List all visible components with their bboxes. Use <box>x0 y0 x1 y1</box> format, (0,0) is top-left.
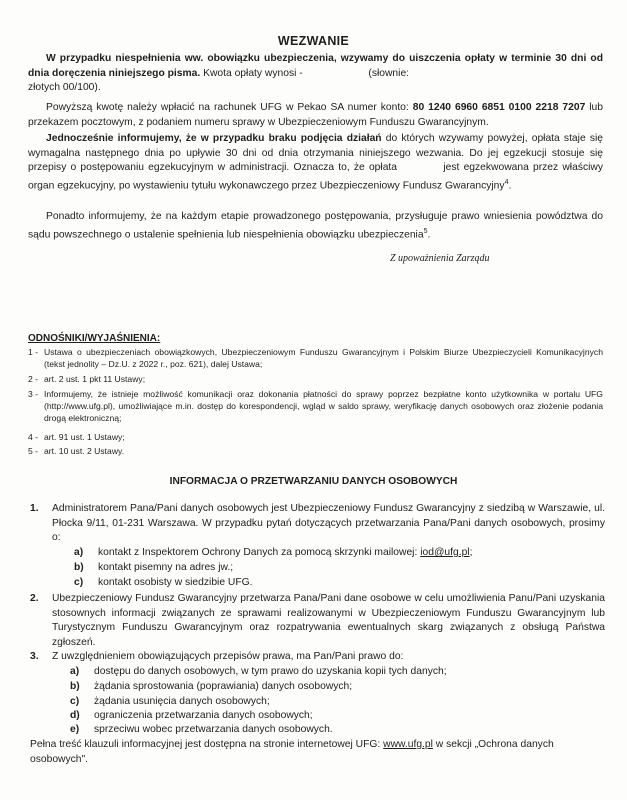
sub-letter: a) <box>70 666 80 677</box>
ufg-website-link[interactable]: www.ufg.pl <box>383 739 433 750</box>
footnote-5 <box>28 445 603 457</box>
gdpr-item-1-sub-a <box>74 546 472 561</box>
enforcement-end: . <box>508 180 512 192</box>
enforcement-text: do których wzywamy powyżej, opłata staje się wymagalna następnego dnia po upływie 30 dni od dnia otrzymania niniejszego wezwania. Do jej egzekucji stosuje się przepisy o postępowaniu egzekucyjnym w administracji. Oznacza to, że opłata <box>28 133 603 174</box>
sub-text <box>98 546 472 561</box>
sub-text: sprzeciwu wobec przetwarzania danych osobowych. <box>94 724 333 735</box>
paragraph-payment-demand <box>28 52 603 96</box>
court-right-end: . <box>427 229 431 241</box>
footnote-ref-5: 5 <box>423 227 428 235</box>
footnote-number: 1 - <box>28 347 39 357</box>
enforcement-bold: Jednocześnie informujemy, że w przypadku braku podjęcia działań <box>46 133 382 144</box>
gdpr-item-3-sub-b <box>70 680 352 695</box>
footnote-number: 3 - <box>28 389 39 399</box>
sub-text: dostępu do danych osobowych, w tym prawo do uzyskania kopii tych danych; <box>94 666 447 677</box>
iod-email-link[interactable]: iod@ufg.pl <box>420 547 470 558</box>
gdpr-item-1 <box>30 502 605 546</box>
closing-text-end: w sekcji „Ochrona danych osobowych". <box>30 739 554 765</box>
footnote-number: 5 - <box>28 446 39 456</box>
footnote-2 <box>28 373 603 385</box>
bank-account-intro: Powyższą kwotę należy wpłacić na rachunek UFG w Pekao SA numer konto: <box>46 102 413 113</box>
court-right-text: Ponadto informujemy, że na każdym etapie prowadzonego postępowania, przysługuje prawo wniesienia powództwa do sądu powszechnego o ustalenie spełnienia lub niespełnienia obowiązku ubezpieczenia <box>28 211 603 241</box>
sub-letter: c) <box>74 577 84 588</box>
bank-account-rest: lub przekazem pocztowym, z podaniem numeru sprawy w Ubezpieczeniowym Funduszu Gwarancyjnym. <box>28 102 603 128</box>
closing-text: Pełna treść klauzuli informacyjnej jest dostępna na stronie internetowej UFG: <box>30 739 384 750</box>
footnote-4 <box>28 431 603 443</box>
gdpr-item-1-sub-c <box>74 576 253 591</box>
footnote-number: 4 - <box>28 432 39 442</box>
sub-letter: e) <box>70 724 80 735</box>
fee-currency-suffix: złotych 00/100). <box>28 82 101 94</box>
footnote-number: 2 - <box>28 374 39 384</box>
footnote-text: art. 10 ust. 2 Ustawy. <box>44 446 125 456</box>
gdpr-item-2 <box>30 592 605 650</box>
fee-amount-label: Kwota opłaty wynosi - <box>200 67 306 79</box>
sub-letter: d) <box>70 710 80 721</box>
item-number: 3. <box>30 651 39 662</box>
gdpr-item-3-sub-e <box>70 723 333 738</box>
paragraph-enforcement <box>28 132 603 194</box>
item-text: Ubezpieczeniowy Fundusz Gwarancyjny przetwarza Pana/Pani dane osobowe w celu umożliwienia Panu/Pani uzyskania stosownych informacji związanych ze sprawami realizowanymi w Ubezpieczeniowym Funduszu Gwarancyjnym lub Turystycznym Funduszu Gwarancyjnym oraz rozpatrywania ewentualnych skarg związanych z obsługą Państwa zgłoszeń. <box>52 593 605 648</box>
gdpr-closing-note <box>30 738 605 767</box>
iod-contact-text: kontakt z Inspektorem Ochrony Danych za pomocą skrzynki mailowej: <box>98 547 421 558</box>
bank-account-number: 80 1240 6960 6851 0100 2218 7207 <box>412 102 586 113</box>
enforcement-text-2: jest egzekwowana przez właściwy organ egzekucyjny, po wystawieniu tytułu wykonawczego przez Ubezpieczeniowy Fundusz Gwarancyjny <box>28 162 603 192</box>
sub-letter: a) <box>74 547 84 558</box>
gdpr-item-3-sub-c <box>70 695 270 710</box>
footnote-text: Informujemy, że istnieje możliwość komunikacji oraz dokonania płatności do sprawy poprzez bezpłatne konto użytkownika w portalu UFG (http://www.ufg.pl), umożliwiające m.in. dostęp do korespondencji, wgląd w saldo sprawy, weryfikację danych osobowych oraz złożenie podania drogą elektroniczną; <box>44 389 603 424</box>
sub-letter: b) <box>74 562 84 573</box>
item-number: 2. <box>30 593 39 604</box>
sub-letter: b) <box>70 681 80 692</box>
item-text: Administratorem Pana/Pani danych osobowych jest Ubezpieczeniowy Fundusz Gwarancyjny z siedzibą w Warszawie, ul. Płocka 9/11, 01-231 Warszawa. W przypadku pytań dotyczących przetwarzania Pana/Pani danych osobowych, prosimy o: <box>52 503 605 544</box>
page-title: WEZWANIE <box>277 34 350 48</box>
footnote-ref-4: 4 <box>504 178 509 186</box>
sub-letter: c) <box>70 696 80 707</box>
signature-stamp: Z upoważnienia Zarządu <box>390 253 490 264</box>
sub-text: żądania sprostowania (poprawiania) danych osobowych; <box>94 681 353 692</box>
payment-demand-bold: W przypadku niespełnienia ww. obowiązku ubezpieczenia, wzywamy do uiszczenia opłaty w terminie 30 dni od dnia doręczenia niniejszego pisma. <box>28 53 603 79</box>
gdpr-item-3 <box>30 650 605 665</box>
paragraph-court-right <box>28 210 603 243</box>
sub-text: żądania usunięcia danych osobowych; <box>94 696 270 707</box>
footnotes-heading: ODNOŚNIKI/WYJAŚNIENIA: <box>28 333 161 344</box>
gdpr-item-1-sub-b <box>74 561 233 576</box>
item-number: 1. <box>30 503 39 514</box>
gdpr-item-3-sub-a <box>70 665 447 680</box>
sub-text: ograniczenia przetwarzania danych osobowych; <box>94 710 313 721</box>
footnote-text: Ustawa o ubezpieczeniach obowiązkowych, Ubezpieczeniowym Funduszu Gwarancyjnym i Polskim Biurze Ubezpieczycieli Komunikacyjnych (tekst jednolity – Dz.U. z 2022 r., poz. 621), dalej Ustawa; <box>44 347 603 370</box>
footnote-3 <box>28 388 603 425</box>
footnote-text: art. 91 ust. 1 Ustawy; <box>44 432 125 442</box>
paragraph-bank-account <box>28 101 603 130</box>
sub-text: kontakt osobisty w siedzibie UFG. <box>98 577 253 588</box>
footnote-text: art. 2 ust. 1 pkt 11 Ustawy; <box>44 374 146 384</box>
sub-text: kontakt pisemny na adres jw.; <box>98 562 234 573</box>
iod-contact-end: ; <box>469 547 473 558</box>
gdpr-item-3-sub-d <box>70 709 313 724</box>
fee-words-label: (słownie: <box>365 67 412 79</box>
item-text: Z uwzględnieniem obowiązujących przepisów prawa, ma Pan/Pani prawo do: <box>52 651 404 662</box>
footnote-1 <box>28 346 603 370</box>
gdpr-section-title: INFORMACJA O PRZETWARZANIU DANYCH OSOBOWYCH <box>169 476 458 487</box>
